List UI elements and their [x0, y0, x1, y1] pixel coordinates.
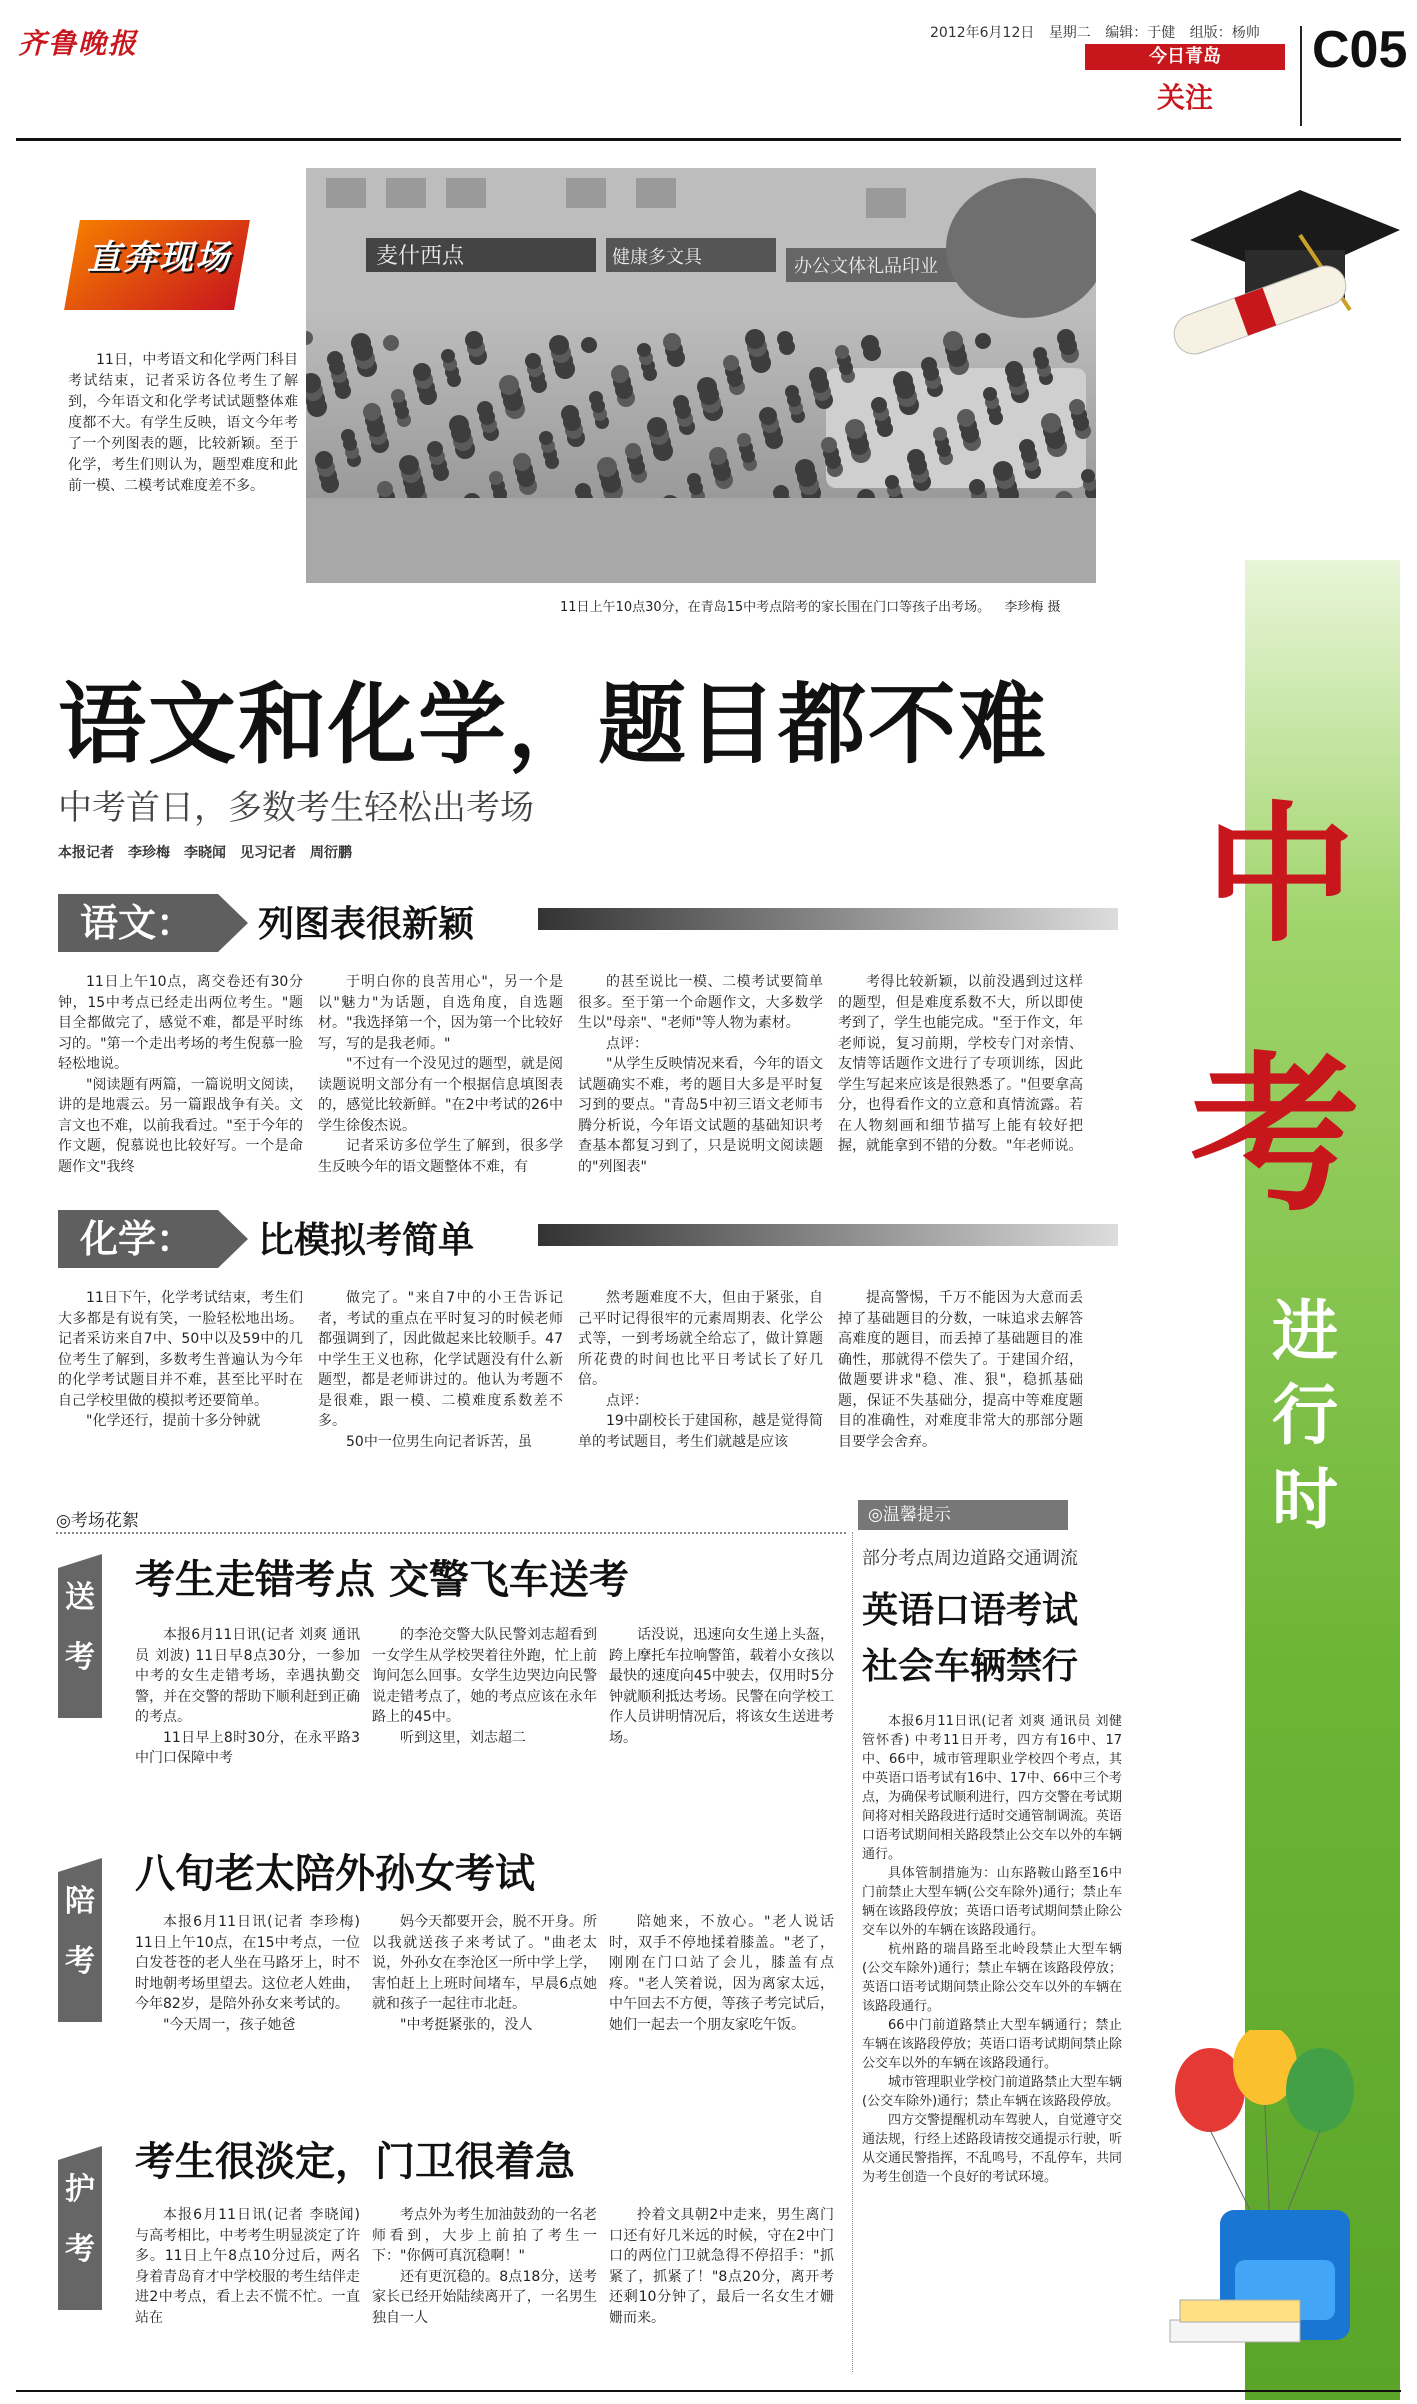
section-rule: [538, 1224, 1118, 1246]
crowd-person: [539, 431, 553, 445]
paragraph: 的李沧交警大队民警刘志超看到一女学生从学校哭着往外跑，忙上前询问怎么回事。女学生边哭边向民警说走错考点了，她的考点应该在永年路上的45中。: [372, 1627, 597, 1725]
crowd-person: [1057, 329, 1075, 347]
story3-col-1: [135, 2205, 360, 2365]
photo-credit: 李珍梅 摄: [1004, 600, 1061, 615]
story2-col-2: [372, 1912, 597, 2122]
crowd-person: [1005, 361, 1023, 379]
crowd-person: [1081, 469, 1095, 483]
section-tag: 今日青岛: [1085, 44, 1285, 70]
paragraph: 具体管制措施为：山东路鞍山路至16中门前禁止大型车辆(公交车除外)通行；禁止车辆在该路段停放；英语口语考试期间禁止除公交车以外的车辆在该路段通行。: [862, 1866, 1122, 1938]
crowd-person: [363, 403, 381, 421]
paragraph: 66中门前道路禁止大型车辆通行；禁止车辆在该路段停放；英语口语考试期间禁止除公交车以外的车辆在该路段通行。: [862, 2018, 1122, 2071]
crowd-person: [975, 333, 991, 349]
crowd-person: [737, 433, 751, 447]
chinese-col-3: [578, 972, 823, 1212]
crowd-person: [709, 447, 727, 465]
paragraph: "阅读题有两篇，一篇说明文阅读，讲的是地震云。另一篇跟战争有关。文言文也不难，以前我看过。"至于今年的作文题，倪慕说也比较好写。一个是命题作文"我终: [58, 1076, 303, 1175]
banner-small-3: 时: [1272, 1461, 1338, 1538]
paragraph: "今天周一，孩子她爸: [163, 2016, 296, 2033]
paragraph: 四方交警提醒机动车驾驶人，自觉遵守交通法规，行经上述路段请按交通提示行驶，听从交通民警指挥，不乱鸣号，不乱停车，共同为考生创造一个良好的考试环境。: [862, 2113, 1122, 2185]
crowd-person: [1041, 413, 1061, 433]
paragraph: 11日早上8时30分，在永平路3中门口保障中考: [135, 1729, 360, 1766]
paragraph: 19中副校长于建国称，越是觉得简单的考试题目，考生们就越是应该: [578, 1413, 823, 1450]
photo-sign-3: 办公文体礼品印业: [794, 256, 938, 277]
chinese-col-2: [318, 972, 563, 1212]
paragraph: 本报6月11日讯(记者 刘爽 通讯员 刘波) 11日早8点30分，一参加中考的女生走错考场，幸遇执勤交警，并在交警的帮助下顺利赶到正确的考点。: [135, 1627, 360, 1725]
crowd-person: [513, 453, 531, 471]
crowd-person: [697, 377, 717, 397]
section-title-chinese: 列图表很新颖: [258, 904, 475, 945]
story1-col-2: [372, 1625, 597, 1800]
badge-text: 直奔现场: [87, 238, 231, 278]
paragraph: 话没说，迅速向女生递上头盔，跨上摩托车拉响警笛，载着小女孩以最快的速度向45中驶去，仅用时5分钟就顺利抵达考场。民警在向学校工作人员讲明情况后，将该女生送进考场。: [609, 1627, 834, 1746]
crowd-person: [561, 405, 579, 423]
section-title-chemistry: 比模拟考简单: [258, 1220, 475, 1261]
story-side-tag-1: [58, 1568, 102, 1718]
story3-col-2: [372, 2205, 597, 2365]
crowd-person: [723, 355, 739, 371]
paragraph: 本报6月11日讯(记者 李珍梅) 11日上午10点，在15中考点，一位白发苍苍的老人坐在马路牙上，时不时地朝考场里望去。这位老人姓曲，今年82岁，是陪外孙女来考试的。: [135, 1914, 360, 2012]
crowd-person: [809, 367, 827, 385]
side-char: 考: [65, 2232, 95, 2267]
crowd-person: [575, 483, 591, 499]
crowd-person: [391, 389, 405, 403]
chemistry-col-4: [838, 1288, 1083, 1493]
section-bar-chinese: [58, 894, 1118, 952]
news-header: ◎考场花絮: [56, 1511, 139, 1531]
story-title-3: 考生很淡定，门卫很着急: [135, 2139, 575, 2185]
paragraph: 城市管理职业学校门前道路禁止大型车辆(公交车除外)通行；禁止车辆在该路段停放。: [862, 2075, 1122, 2109]
chinese-col-1: [58, 972, 303, 1212]
main-headline: 语文和化学，题目都不难: [58, 673, 1049, 776]
paragraph: 于明白你的良苦用心"，另一个是以"魅力"为话题，自选角度，自选题材。"我选择第一个，因为第一个比较好写，写的是我老师。": [318, 974, 563, 1052]
crowd-person: [637, 343, 651, 357]
crowd-person: [893, 371, 913, 391]
chemistry-col-2: [318, 1288, 563, 1493]
crowd-person: [465, 331, 483, 349]
crowd-person: [589, 391, 603, 405]
hero-spacer: [22, 150, 1232, 152]
banner-small-1: 进: [1272, 1293, 1338, 1370]
paragraph: "中考挺紧张的，没人: [400, 2016, 533, 2033]
crowd-person: [943, 331, 963, 351]
paragraph: 提高警惕，千万不能因为大意而丢掉了基础题目的分数，一味追求去解答高难度的题目，而丢掉了基础题目的准确性，那就得不偿失了。于建国介绍，做题要讲求"稳、准、狠"，稳抓基础题，保证不失基础分，提高中等难度题目的准确性，对难度非常大的那部分题目要学会舍弃。: [838, 1290, 1083, 1450]
crowd-person: [383, 335, 399, 351]
crowd-person: [399, 455, 419, 475]
chinese-col-4: [838, 972, 1083, 1212]
story1-col-1: [135, 1625, 360, 1800]
paragraph: 考得比较新颖，以前没遇到过这样的题型，但是难度系数不大，所以即使考到了，学生也能完成。"至于作文，年老师说，复习前期，学校专门对亲情、友情等话题作文进行了专项训练，因此学生写起来应该是很熟悉了。"但要拿高分，也得看作文的立意和真情流露。若在人物刻画和细节描写上能有较好把握，就能拿到不错的分数。"年老师说。: [838, 974, 1083, 1154]
crowd-person: [933, 427, 947, 441]
paragraph: "化学还行，提前十多分钟就: [86, 1413, 261, 1429]
crowd-person: [499, 375, 519, 395]
story3-col-3: [609, 2205, 834, 2365]
side-char: 考: [65, 1944, 95, 1979]
side-char: 护: [65, 2172, 95, 2207]
paragraph: 妈今天都要开会，脱不开身。所以我就送孩子来考试了。"曲老太说，外孙女在李沧区一所中学上学，害怕赶上上班时间堵车，早晨6点她就和孩子一起往市北赶。: [372, 1914, 597, 2012]
bottom-rule: [16, 2390, 1401, 2392]
story-title-2: 八旬老太陪外孙女考试: [135, 1851, 535, 1897]
crowd-person: [1019, 439, 1035, 455]
story2-col-3: [609, 1912, 834, 2122]
photo-caption-text: 11日上午10点30分，在青岛15中考点陪考的家长围在门口等孩子出考场。: [560, 600, 991, 615]
hero-badge: [62, 200, 252, 330]
subsection-tag: 关注: [1156, 81, 1213, 114]
hero-photo: [306, 168, 1096, 583]
notice-title-1: 英语口语考试: [862, 1590, 1079, 1631]
side-char: 陪: [65, 1884, 95, 1919]
crowd-person: [885, 475, 899, 489]
story-side-tag-3: [58, 2160, 102, 2310]
crowd-person: [525, 353, 541, 369]
crowd-person: [377, 481, 393, 497]
paragraph: 拎着文具朝2中走来，男生离门口还有好几米远的时候，守在2中门口的两位门卫就急得不停招手："抓紧了，抓紧了！"8点20分，离开考还剩10分钟了，最后一名女生才姗姗而来。: [609, 2207, 834, 2326]
crowd-person: [687, 473, 701, 487]
editor-credit: 编辑：于健: [1105, 25, 1176, 41]
side-char: 考: [65, 1640, 95, 1675]
hero-lead: 11日，中考语文和化学两门科目考试结束，记者采访各位考生了解到，今年语文和化学考试试题整体难度都不大。有学生反映，语文今年考了一个列图表的题，比较新颖。至于化学，考生们则认为，题型难度和此前一模、二模考试难度差不多。: [68, 352, 298, 494]
school-bag-icon: [1150, 2030, 1410, 2370]
notice-title-2: 社会车辆禁行: [862, 1646, 1079, 1687]
graduation-cap-icon: [1150, 150, 1410, 380]
crowd-person: [449, 415, 469, 435]
top-rule: [16, 138, 1401, 141]
crowd-person: [907, 449, 925, 467]
page-number: C05: [1312, 21, 1408, 79]
crowd-person: [477, 401, 493, 417]
designer-credit: 组版：杨帅: [1189, 25, 1260, 41]
story-side-tag-2: [58, 1872, 102, 2022]
issue-date: 2012年6月12日: [930, 25, 1035, 41]
main-subtitle: 中考首日，多数考生轻松出考场: [58, 788, 534, 828]
crowd-person: [427, 441, 443, 457]
crowd-person: [611, 365, 629, 383]
crowd-person: [759, 407, 777, 425]
crowd-person: [821, 437, 837, 453]
news-header-rule: [56, 1532, 846, 1534]
story2-col-1: [135, 1912, 360, 2122]
issue-weekday: 星期二: [1048, 25, 1091, 41]
crowd-person: [983, 387, 997, 401]
story1-col-3: [609, 1625, 834, 1800]
crowd-person: [625, 443, 641, 459]
paragraph: 考点外为考生加油鼓劲的一名老师看到，大步上前拍了考生一下："你俩可真沉稳啊！": [372, 2207, 597, 2264]
paragraph: 杭州路的瑞昌路至北岭段禁止大型车辆(公交车除外)通行；禁止车辆在该路段停放；英语口语考试期间禁止除公交车以外的车辆在该路段通行。: [862, 1942, 1122, 2014]
banner-small-2: 行: [1272, 1377, 1338, 1454]
banner-char-2: 考: [1190, 1035, 1361, 1235]
byline: 本报记者 李珍梅 李晓闻 见习记者 周衍鹏: [58, 845, 352, 861]
paragraph: 50中一位男生向记者诉苦，虽: [346, 1433, 532, 1450]
masthead-info: [930, 22, 1260, 42]
crowd-person: [785, 385, 799, 399]
crowd-person: [549, 335, 569, 355]
photo-sign-2: 健康多文具: [612, 247, 702, 268]
paragraph: 本报6月11日讯(记者 刘爽 通讯员 刘健 管怀香) 中考11日开考，四方有16中、17中、66中，城市管理职业学校四个考点，其中英语口语考试有16中、17中、66中三个考点，为确保考试顺利进行，四方交警在考试期间将对相关路段进行适时交通管制调流。英语口语考试期间相关路段禁止公交车以外的车辆通行。: [862, 1714, 1122, 1862]
crowd-person: [647, 417, 667, 437]
crowd-person: [835, 345, 849, 359]
crowd-person: [1069, 399, 1085, 415]
crowd-person: [795, 459, 815, 479]
paragraph: 做完了。"来自7中的小王告诉记者，考试的重点在平时复习的时候老师都强调到了，因此做起来比较顺手。47中学生王义也称，化学试题没有什么新题型，都是老师讲过的。他认为考题不是很难，跟一模、二模难度系数差不多。: [318, 1290, 563, 1429]
crowd-person: [921, 357, 937, 373]
paragraph: 记者采访多位学生了解到，很多学生反映今年的语文题整体不难，有: [318, 1138, 563, 1175]
banner-small-text: [1265, 1290, 1345, 1542]
paragraph: "不过有一个没见过的题型，就是阅读题说明文部分有一个根据信息填图表的，感觉比较新鲜。"在2中考试的26中学生徐俊杰说。: [318, 1056, 563, 1134]
column-divider: [852, 1532, 854, 2372]
chemistry-col-3: [578, 1288, 823, 1493]
crowd-person: [341, 429, 355, 443]
paragraph: 陪她来，不放心。"老人说话时，双手不停地揉着膝盖。"老了，刚刚在门口站了会儿，膝盖有点疼。"老人笑着说，因为离家太远，中午回去不方便，等孩子考完试后，她们一起去一个朋友家吃午饭。: [609, 1914, 834, 2033]
photo-caption: [560, 596, 1100, 615]
paragraph: 然考题难度不大，但由于紧张，自己平时记得很牢的元素周期表、化学公式等，一到考场就全给忘了，做计算题所花费的时间也比平日考试长了好几倍。: [578, 1290, 823, 1388]
crowd-person: [597, 457, 617, 477]
notice-body: [862, 1712, 1122, 2362]
photo-sign-1: 麦什西点: [376, 244, 465, 269]
paragraph: "从学生反映情况来看，今年的语文试题确实不难，考的题目大多是平时复习到的要点。"青岛5中初三语文老师韦腾分析说，今年语文试题的基础知识考查基本都复习到了，只是说明文阅读题的"列图表": [578, 1056, 823, 1175]
section-label-chinese: 语文：: [58, 894, 218, 952]
crowd-person: [1033, 347, 1047, 361]
crowd-person: [315, 451, 333, 469]
paragraph: 11日上午10点，离交卷还有30分钟，15中考点已经走出两位考生。"题目全都做完了，感觉不难，都是平时练习的。"第一个走出考场的考生倪慕一脸轻松地说。: [58, 974, 303, 1072]
paragraph: 点评：: [606, 1035, 648, 1052]
notice-header: ◎温馨提示: [858, 1500, 1068, 1530]
paragraph: 点评：: [606, 1392, 648, 1409]
section-rule: [538, 908, 1118, 930]
paragraph: 的甚至说比一模、二模考试要简单很多。至于第一个命题作文，大多数学生以"母亲"、"老师"等人物为素材。: [578, 974, 823, 1031]
crowd-person: [745, 329, 765, 349]
crowd-person: [441, 349, 455, 363]
crowd-person: [871, 397, 887, 413]
crowd-person: [663, 333, 681, 351]
paragraph: 本报6月11日讯(记者 李晓闻) 与高考相比，中考考生明显淡定了许多。11日上午8点10分过后，两名身着青岛育才中学校服的考生结伴走进2中考点，看上去不慌不忙。一直站在: [135, 2207, 360, 2326]
notice-kicker: 部分考点周边道路交通调流: [862, 1548, 1078, 1569]
banner-char-1: 中: [1205, 787, 1356, 963]
story-title-1: 考生走错考点 交警飞车送考: [135, 1557, 629, 1603]
crowd-person: [351, 333, 371, 353]
crowd-person: [581, 337, 597, 353]
section-label-chemistry: 化学：: [58, 1210, 218, 1268]
crowd-person: [845, 419, 865, 439]
chemistry-col-1: [58, 1288, 303, 1493]
crowd-person: [777, 331, 793, 347]
crowd-person: [327, 351, 343, 367]
paragraph: 还有更沉稳的。8点18分，送考家长已经开始陆续离开了，一名男生独自一人: [372, 2268, 597, 2326]
paragraph: 11日下午，化学考试结束，考生们大多都是有说有笑，一脸轻松地出场。记者采访来自7中、50中以及59中的几位考生了解到，多数考生普遍认为今年的化学考试题目并不难，甚至比平时在自己学校里做的模拟考还要简单。: [58, 1290, 303, 1409]
side-char: 送: [65, 1580, 95, 1615]
crowd-person: [489, 471, 503, 485]
crowd-person: [993, 461, 1013, 481]
crowd-person: [957, 409, 975, 427]
masthead-divider: [1300, 26, 1302, 126]
crowd-person: [673, 395, 689, 411]
paper-logo: 齐鲁晚报: [18, 27, 139, 60]
section-bar-chemistry: [58, 1210, 1118, 1268]
paragraph: 听到这里，刘志超二: [400, 1729, 526, 1746]
crowd-person: [969, 479, 985, 495]
crowd-person: [861, 335, 879, 353]
crowd-person: [413, 363, 431, 381]
